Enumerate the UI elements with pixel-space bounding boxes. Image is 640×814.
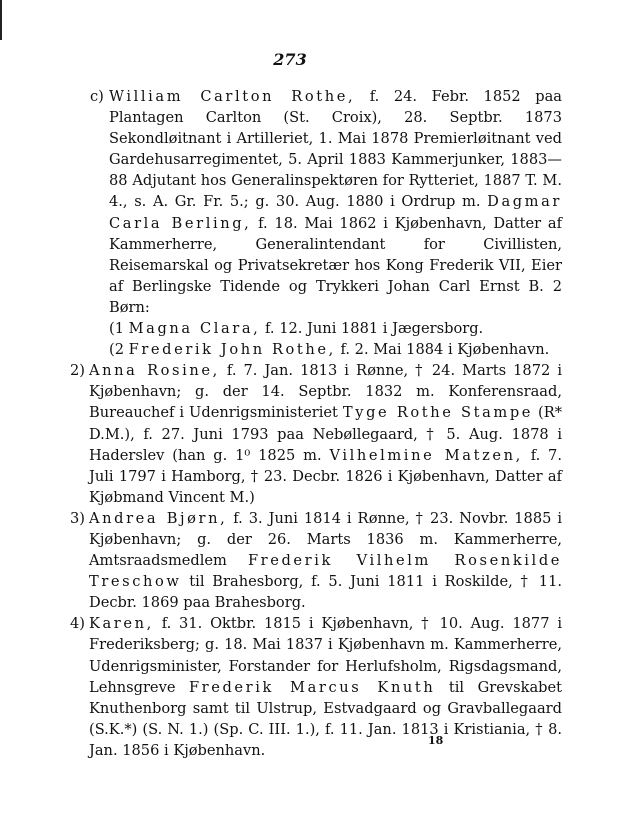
entry-text: f. 7. Jan. 1813 i Rønne, † 24. Marts 1872 i Kjøbenhavn; g. der 14. Septbr. 1832 m. Konferensraad, Bureauchef i Udenrigsministeriet: [89, 362, 562, 422]
entry-text: f. 31. Oktbr. 1815 i Kjøbenhavn, † 10. Aug. 1877 i Frederiksberg; g. 18. Mai 1837 i Kjøbenhavn m. Kammerherre, Udenrigsminister, Forstander for Herlufsholm, Rigsdagsmand, Lehnsgreve: [89, 615, 562, 696]
entry-text-cont: til Grevskabet Knuthenborg samt til Ulstrup, Estvadgaard og Gravballegaard (S.K.*) (S. N. 1.) (Sp. C. III. 1.), f. 11. Jan. 1813 i Kristiania, † 8. Jan. 1856 i Kjøbenhavn.: [89, 678, 562, 759]
entry-marker: 4): [70, 615, 85, 633]
entry-text-end: f. 7. Juli 1797 i Hamborg, † 23. Decbr. 1826 i Kjøbenhavn, Datter af Kjøbmand Vincent M.): [89, 446, 562, 506]
entry-text: f. 24. Febr. 1852 paa Plantagen Carlton (St. Croix), 28. Septbr. 1873 Sekondløitnant i Artilleriet, 1. Mai 1878 Premierløitnant ved Gardehusarregimentet, 5. April 1883 Kammerjunker, 1883—88 Adjutant hos Generalinspektøren for Rytteriet, 1887 T. M. 4., s. A. Gr. Fr. 5.; g. 30. Aug. 1880 i Ordrup m.: [109, 88, 562, 211]
signature-mark: 18: [428, 734, 444, 747]
child-name: Magna Clara,: [128, 320, 261, 338]
page-number: 273: [273, 50, 307, 69]
person-name: William Carlton Rothe,: [109, 88, 356, 105]
child-name: Frederik John Rothe,: [128, 341, 336, 359]
entry-text-cont: (R* D.M.), f. 27. Juni 1793 paa Nebøllegaard, † 5. Aug. 1878 i Haderslev (han g. 1⁰ 1825 m.: [89, 404, 562, 464]
entry-marker: 3): [70, 509, 85, 527]
child-prefix: (1: [109, 320, 129, 338]
entry-marker: 2): [70, 362, 85, 380]
entry-marker: c): [90, 88, 104, 105]
spouse-name: Dagmar Carla Berling,: [109, 193, 562, 232]
genealogy-text: [70, 86, 563, 761]
entry-text-cont: f. 18. Mai 1862 i Kjøbenhavn, Datter af Kammerherre, Generalintendant for Civillisten, Reisemarskal og Privatsekretær hos Kong Frederik VII, Eier af Berlingske Tidende og Trykkeri Johan Carl Ernst B. 2 Børn:: [109, 214, 562, 316]
entry-c: [90, 86, 562, 318]
scan-edge-mark: [0, 0, 2, 40]
child-text: f. 2. Mai 1884 i Kjøbenhavn.: [335, 341, 550, 359]
spouse-name: Frederik Marcus Knuth: [188, 678, 436, 696]
entry-text: f. 3. Juni 1814 i Rønne, † 23. Novbr. 1885 i Kjøbenhavn; g. der 26. Marts 1836 m. Kammerherre, Amtsraadsmedlem: [89, 509, 562, 570]
person-name: Karen,: [89, 615, 154, 633]
entry-text-cont: til Brahesborg, f. 5. Juni 1811 i Roskilde, † 11. Decbr. 1869 paa Brahesborg.: [89, 573, 562, 612]
spouse-name: Tyge Rothe Stampe: [342, 404, 534, 422]
sibling-entry-3: [70, 508, 562, 613]
child-prefix: (2: [109, 341, 129, 359]
spouse-name-2: Vilhelmine Matzen,: [329, 446, 523, 464]
sibling-entry-4: [70, 613, 562, 761]
child-text: f. 12. Juni 1881 i Jægersborg.: [260, 320, 484, 338]
person-name: Andrea Bjørn,: [89, 509, 228, 527]
person-name: Anna Rosine,: [89, 362, 220, 380]
child-entry-2: [90, 339, 562, 360]
child-entry-1: [90, 318, 562, 339]
spouse-name: Frederik Vilhelm Rosenkilde Treschow: [89, 552, 563, 591]
sibling-entry-2: [70, 360, 562, 508]
